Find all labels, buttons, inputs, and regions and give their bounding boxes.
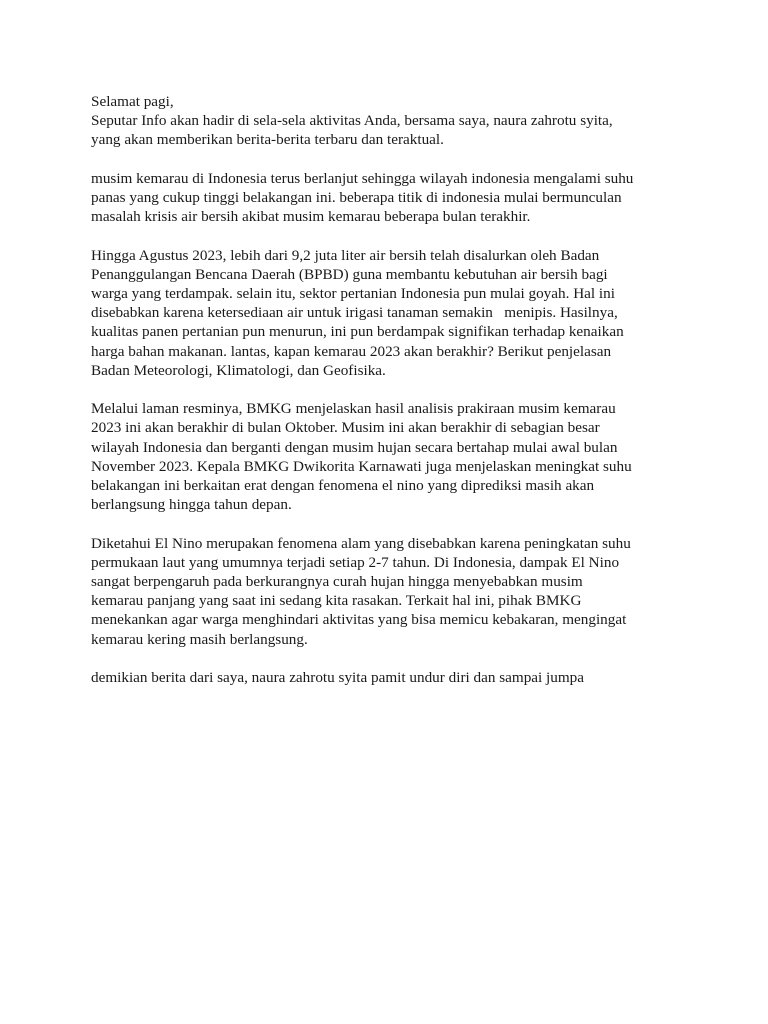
- text-line: Diketahui El Nino merupakan fenomena alam yang disebabkan karena peningkatan suhu: [91, 534, 631, 552]
- text-line: sangat berpengaruh pada berkurangnya curah hujan hingga menyebabkan musim: [91, 573, 583, 591]
- document-body: [91, 92, 691, 706]
- text-line: Melalui laman resminya, BMKG menjelaskan hasil analisis prakiraan musim kemarau: [91, 400, 616, 418]
- text-line: panas yang cukup tinggi belakangan ini. beberapa titik di indonesia mulai bermunculan: [91, 189, 622, 206]
- paragraph-greeting: [91, 92, 691, 150]
- text-line: disebabkan karena ketersediaan air untuk irigasi tanaman semakin menipis. Hasilnya,: [91, 304, 618, 322]
- text-line: yang akan memberikan berita-berita terbaru dan teraktual.: [91, 131, 444, 149]
- paragraph-closing: [91, 668, 691, 687]
- text-line: wilayah Indonesia dan berganti dengan musim hujan secara bertahap mulai awal bulan: [91, 438, 618, 456]
- paragraph-bmkg-forecast: [91, 399, 691, 514]
- text-line: warga yang terdampak. selain itu, sektor pertanian Indonesia pun mulai goyah. Hal ini: [91, 285, 615, 302]
- text-line: belakangan ini berkaitan erat dengan fenomena el nino yang diprediksi masih akan: [91, 477, 595, 495]
- text-line: permukaan laut yang umumnya terjadi setiap 2-7 tahun. Di Indonesia, dampak El Nino: [91, 553, 620, 571]
- text-line: harga bahan makanan. lantas, kapan kemarau 2023 akan berakhir? Berikut penjelasan: [91, 342, 612, 360]
- text-line: 2023 ini akan berakhir di bulan Oktober. Musim ini akan berakhir di sebagian besar: [91, 419, 600, 437]
- text-line: Badan Meteorologi, Klimatologi, dan Geofisika.: [91, 361, 386, 379]
- text-line: Hingga Agustus 2023, lebih dari 9,2 juta liter air bersih telah disalurkan oleh Badan: [91, 246, 600, 264]
- paragraph-water-supply: [91, 246, 691, 380]
- text-line: Selamat pagi,: [91, 93, 174, 110]
- text-line: Seputar Info akan hadir di sela-sela aktivitas Anda, bersama saya, naura zahrotu syita,: [91, 112, 613, 130]
- text-line: menekankan agar warga menghindari aktivitas yang bisa memicu kebakaran, mengingat: [91, 611, 627, 629]
- text-line: musim kemarau di Indonesia terus berlanjut sehingga wilayah indonesia mengalami suhu: [91, 169, 634, 187]
- text-line: masalah krisis air bersih akibat musim kemarau beberapa bulan terakhir.: [91, 208, 531, 226]
- text-line: kemarau panjang yang saat ini sedang kita rasakan. Terkait hal ini, pihak BMKG: [91, 592, 582, 610]
- text-line: kualitas panen pertanian pun menurun, ini pun berdampak signifikan terhadap kenaikan: [91, 323, 624, 341]
- text-line: demikian berita dari saya, naura zahrotu syita pamit undur diri dan sampai jumpa: [91, 669, 585, 687]
- text-line: Penanggulangan Bencana Daerah (BPBD) guna membantu kebutuhan air bersih bagi: [91, 265, 608, 283]
- paragraph-el-nino: [91, 534, 691, 649]
- text-line: kemarau kering masih berlangsung.: [91, 630, 308, 648]
- text-line: November 2023. Kepala BMKG Dwikorita Karnawati juga menjelaskan meningkat suhu: [91, 457, 632, 475]
- text-line: berlangsung hingga tahun depan.: [91, 496, 292, 514]
- paragraph-drought-intro: [91, 169, 691, 227]
